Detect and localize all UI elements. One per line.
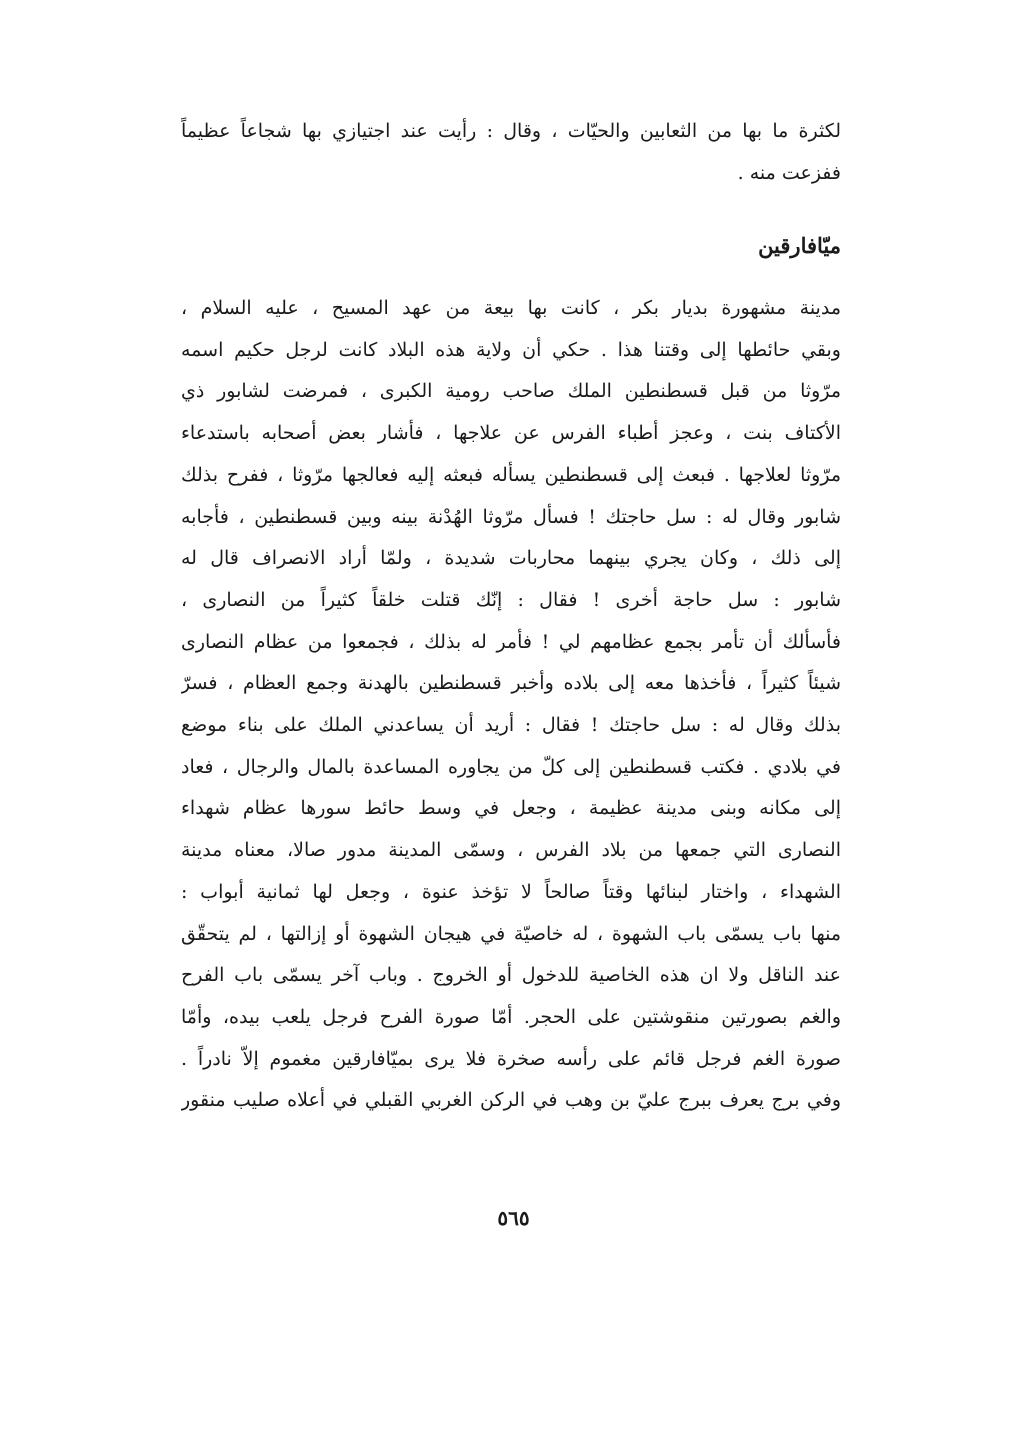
body-line: الشهداء ، واختار لبنائها وقتاً صالحاً لا تؤخذ عنوة ، وجعل لها ثمانية أبواب : <box>181 880 841 903</box>
body-line: شابور : سل حاجة أخرى ! فقال : إنّك قتلت خلقاً كثيراً من النصارى ، <box>181 588 841 611</box>
body-line: صورة الغم فرجل قائم على رأسه صخرة فلا يرى بميّافارقين مغموم إلاّ نادراً . <box>181 1047 841 1070</box>
body-line: مدينة مشهورة بديار بكر ، كانت بها بيعة من عهد المسيح ، عليه السلام ، <box>181 297 841 319</box>
body-line: منها باب يسمّى باب الشهوة ، له خاصيّة في هيجان الشهوة أو إزالتها ، لم يتحقّق <box>181 922 841 945</box>
body-line: عند الناقل ولا ان هذه الخاصية للدخول أو الخروج . وباب آخر يسمّى باب الفرح <box>181 964 841 987</box>
intro-line-1: لكثرة ما بها من الثعابين والحيّات ، وقال : رأيت عند اجتيازي بها شجاعاً عظيماً <box>181 120 841 142</box>
body-line: بذلك وقال له : سل حاجتك ! فقال : أريد أن يساعدني الملك على بناء موضع <box>181 714 841 737</box>
body-line: إلى مكانه وبنى مدينة عظيمة ، وجعل في وسط حائط سورها عظام شهداء <box>181 797 841 820</box>
body-line: في بلادي . فكتب قسطنطين إلى كلّ من يجاوره المساعدة بالمال والرجال ، فعاد <box>181 755 841 778</box>
body-line: مرّوثا لعلاجها . فبعث إلى قسطنطين يسأله فبعثه إليه فعالجها مرّوثا ، ففرح بذلك <box>181 463 841 486</box>
body-line: الأكتاف بنت ، وعجز أطباء الفرس عن علاجها ، فأشار بعض أصحابه باستدعاء <box>181 422 841 445</box>
body-line: شابور وقال له : سل حاجتك ! فسأل مرّوثا الهُدْنة بينه وبين قسطنطين ، فأجابه <box>181 505 841 528</box>
body-line: فأسألك أن تأمر بجمع عظامهم لي ! فأمر له بذلك ، فجمعوا من عظام النصارى <box>181 630 841 653</box>
body-line: إلى ذلك ، وكان يجري بينهما محاربات شديدة ، ولمّا أراد الانصراف قال له <box>181 547 841 570</box>
page-number: ٥٦٥ <box>497 1206 530 1230</box>
body-line: شيئاً كثيراً ، فأخذها معه إلى بلاده وأخبر قسطنطين بالهدنة وجمع العظام ، فسرّ <box>181 672 841 695</box>
body-paragraph <box>181 288 841 1122</box>
section-heading: ميّافارقين <box>758 233 841 258</box>
body-line: والغم بصورتين منقوشتين على الحجر. أمّا صورة الفرح فرجل يلعب بيده، وأمّا <box>181 1005 841 1028</box>
body-line: وبقي حائطها إلى وقتنا هذا . حكي أن ولاية هذه البلاد كانت لرجل حكيم اسمه <box>181 338 841 361</box>
intro-paragraph <box>181 110 841 194</box>
body-line: وفي برج يعرف ببرج عليّ بن وهب في الركن الغربي القبلي في أعلاه صليب منقور <box>181 1089 841 1112</box>
body-line: النصارى التي جمعها من بلاد الفرس ، وسمّى المدينة مدور صالا، معناه مدينة <box>181 839 841 862</box>
intro-line-2: ففزعت منه . <box>737 162 841 184</box>
body-line: مرّوثا من قبل قسطنطين الملك صاحب رومية الكبرى ، فمرضت لشابور ذي <box>181 380 841 403</box>
